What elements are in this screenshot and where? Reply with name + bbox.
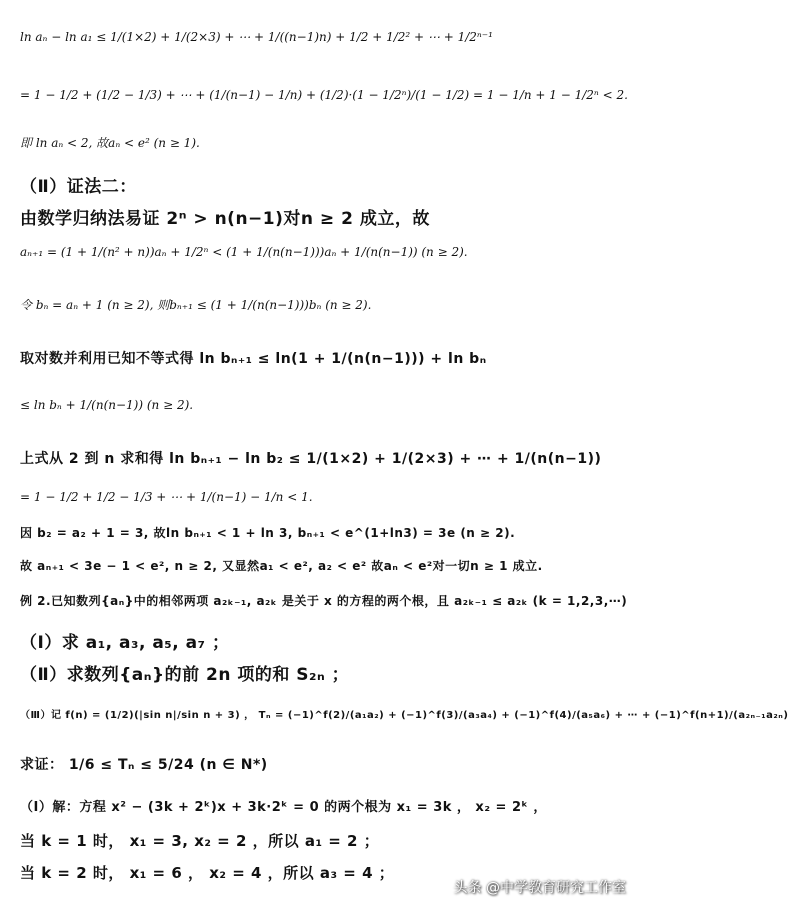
- logarithm-line: 取对数并利用已知不等式得 ln bₙ₊₁ ≤ ln(1 + 1/(n(n−1))) + ln bₙ: [20, 351, 487, 367]
- conclusion-line: 即 ln aₙ < 2, 故aₙ < e² (n ≥ 1).: [20, 136, 200, 150]
- substitution-line: 令 bₙ = aₙ + 1 (n ≥ 2), 则bₙ₊₁ ≤ (1 + 1/(n(n−1)))bₙ (n ≥ 2).: [20, 298, 372, 312]
- inequality-line-1: ln aₙ − ln a₁ ≤ 1/(1×2) + 1/(2×3) + ⋯ + 1/((n−1)n) + 1/2 + 1/2² + ⋯ + 1/2ⁿ⁻¹: [20, 30, 493, 44]
- part-2-question: （Ⅱ）求数列{aₙ}的前 2n 项的和 S₂ₙ ；: [20, 665, 350, 685]
- inequality-line-2: = 1 − 1/2 + (1/2 − 1/3) + ⋯ + (1/(n−1) − 1/n) + (1/2)·(1 − 1/2ⁿ)/(1 − 1/2) = 1 − 1/n + 1 − 1/2ⁿ < 2.: [20, 88, 628, 102]
- final-line: 故 aₙ₊₁ < 3e − 1 < e², n ≥ 2, 又显然a₁ < e², a₂ < e² 故aₙ < e²对一切n ≥ 1 成立.: [20, 559, 543, 573]
- recurrence-line: aₙ₊₁ = (1 + 1/(n² + n))aₙ + 1/2ⁿ < (1 + 1/(n(n−1)))aₙ + 1/(n(n−1)) (n ≥ 2).: [20, 245, 468, 259]
- part-1-question: （Ⅰ）求 a₁, a₃, a₅, a₇ ；: [20, 633, 230, 653]
- telescoping-line: = 1 − 1/2 + 1/2 − 1/3 + ⋯ + 1/(n−1) − 1/n < 1.: [20, 490, 313, 504]
- bound-line: ≤ ln bₙ + 1/(n(n−1)) (n ≥ 2).: [20, 398, 194, 412]
- part-3-question: （Ⅲ）记 f(n) = (1/2)(|sin n|/sin n + 3) ， Tₙ = (−1)^f(2)/(a₁a₂) + (−1)^f(3)/(a₃a₄) + (−1)^f(4)/(a₅a₆) + ⋯ + (−1)^f(n+1)/(a₂ₙ₋₁a₂ₙ): [20, 710, 788, 721]
- prove-statement: 求证： 1/6 ≤ Tₙ ≤ 5/24 (n ∈ N*): [20, 757, 268, 773]
- proof-heading: （Ⅱ）证法二：: [20, 177, 137, 197]
- summation-line: 上式从 2 到 n 求和得 ln bₙ₊₁ − ln b₂ ≤ 1/(1×2) + 1/(2×3) + ⋯ + 1/(n(n−1)): [20, 451, 602, 467]
- since-line: 因 b₂ = a₂ + 1 = 3, 故ln bₙ₊₁ < 1 + ln 3, bₙ₊₁ < e^(1+ln3) = 3e (n ≥ 2).: [20, 526, 516, 540]
- watermark: 头条 @中学教育研究工作室: [453, 880, 626, 896]
- example-2-statement: 例 2.已知数列{aₙ}中的相邻两项 a₂ₖ₋₁, a₂ₖ 是关于 x 的方程的两个根，且 a₂ₖ₋₁ ≤ a₂ₖ (k = 1,2,3,⋯): [20, 594, 628, 608]
- case-k2: 当 k = 2 时， x₁ = 6 ， x₂ = 4 ，所以 a₃ = 4 ；: [20, 864, 395, 882]
- solution-roots: （Ⅰ）解：方程 x² − (3k + 2ᵏ)x + 3k·2ᵏ = 0 的两个根为 x₁ = 3k ， x₂ = 2ᵏ ，: [20, 800, 547, 815]
- case-k1: 当 k = 1 时， x₁ = 3, x₂ = 2 ，所以 a₁ = 2 ；: [20, 832, 380, 850]
- induction-line: 由数学归纳法易证 2ⁿ > n(n−1)对n ≥ 2 成立，故: [20, 209, 430, 229]
